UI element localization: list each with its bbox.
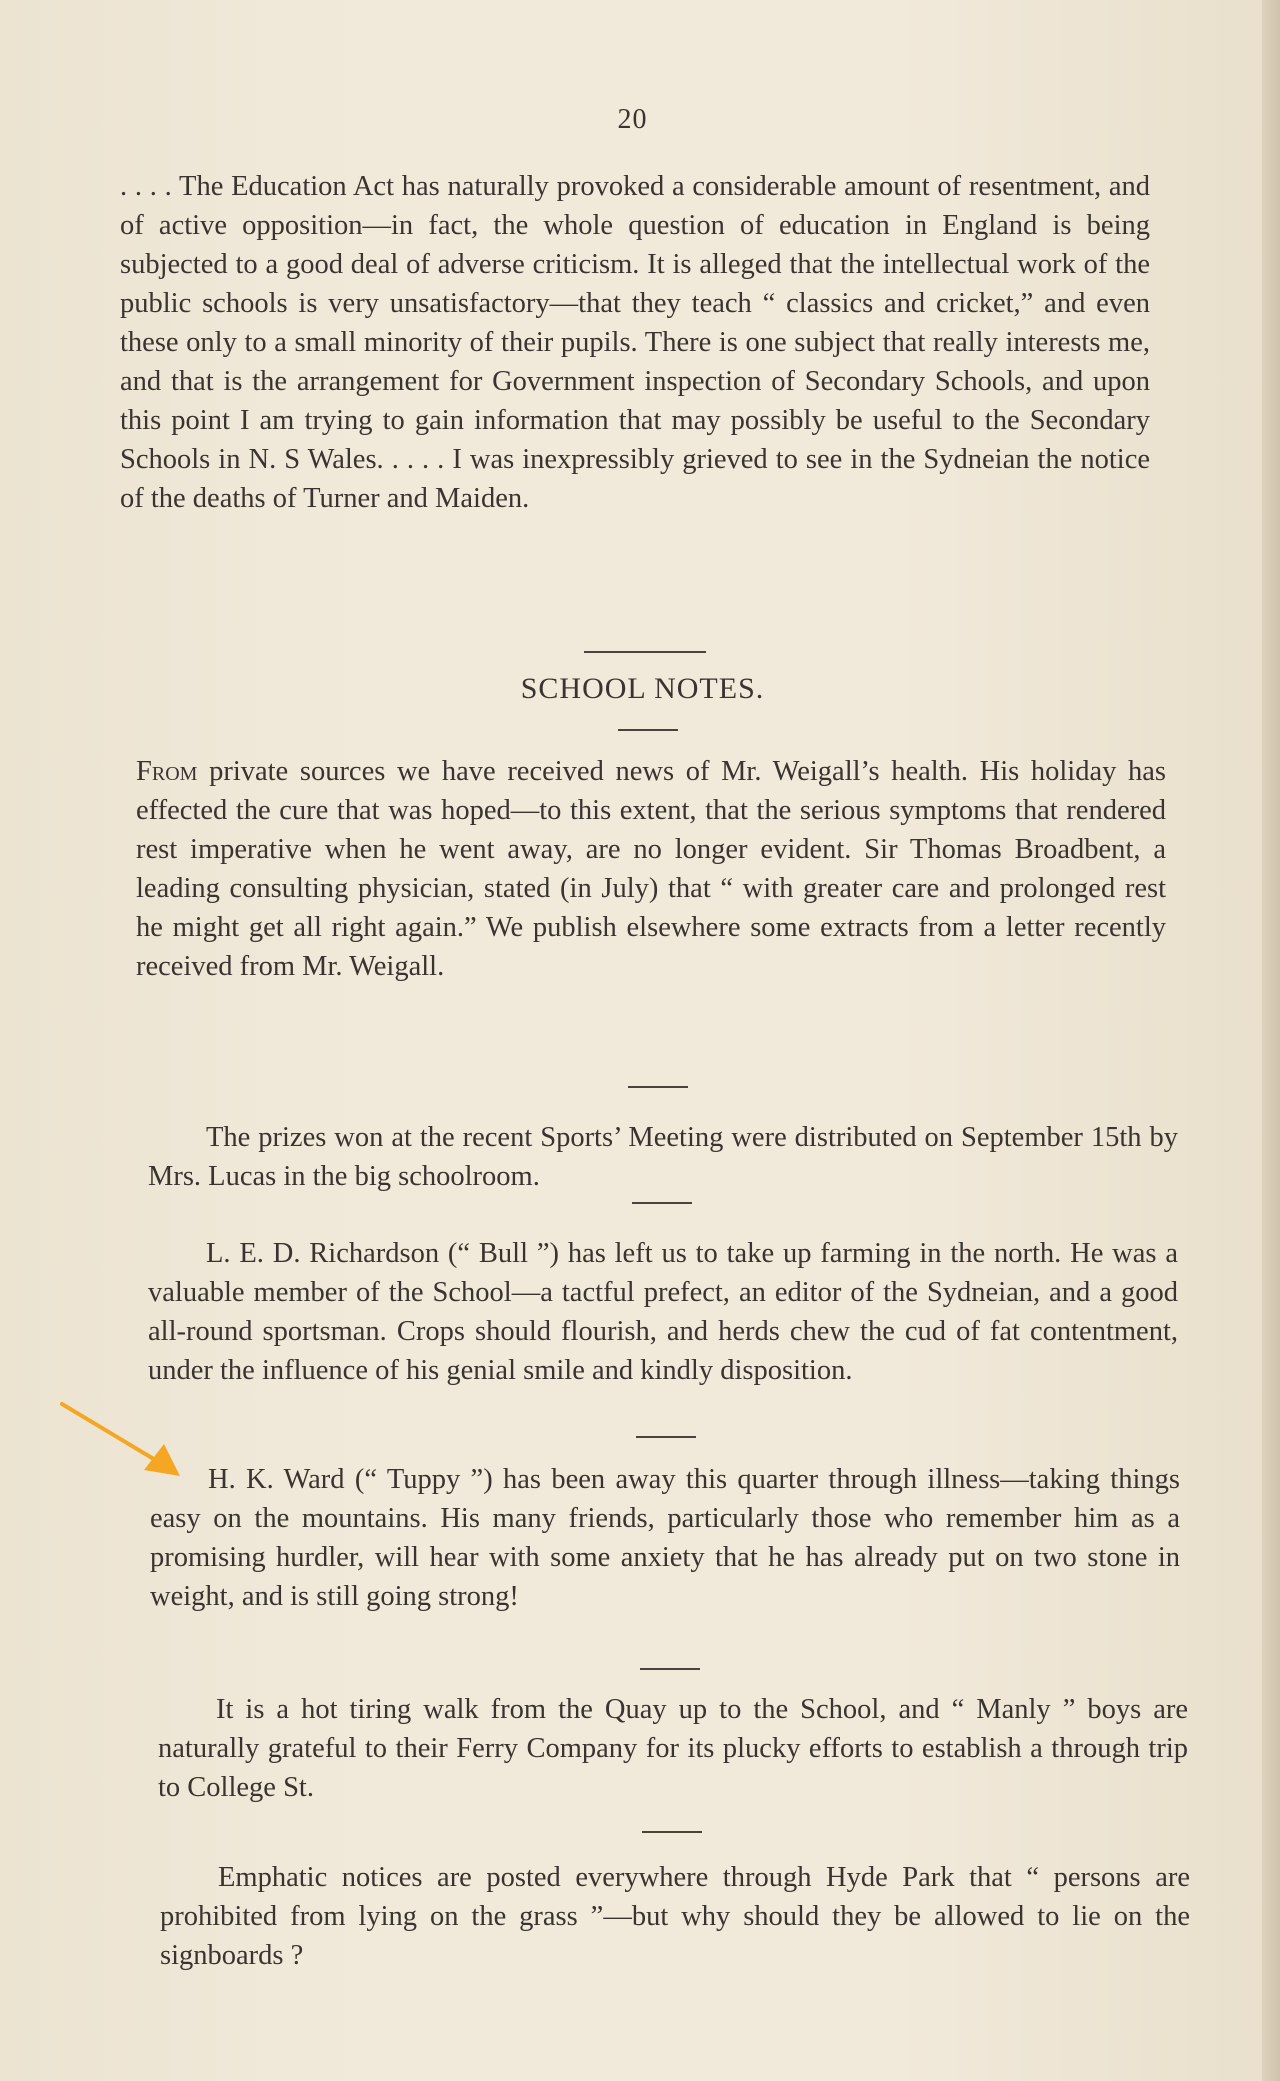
- note-paragraph: Emphatic notices are posted everywhere through Hyde Park that “ persons are prohibited from lying on the grass ”—but why should they be allowed to lie on the signboards ?: [160, 1862, 1190, 1971]
- page-edge: [1262, 0, 1280, 2081]
- note-text: private sources we have received news of Mr. Weigall’s health. His holiday has effected the cure that was hoped—to this extent, that the serious symptoms that rendered rest imperative when he went away, are no longer evident. Sir Thomas Broadbent, a leading consulting physician, stated (in July) that “ with greater care and prolonged rest he might get all right again.” We publish elsewhere some extracts from a letter recently received from Mr. Weigall.: [136, 756, 1166, 982]
- note-paragraph: It is a hot tiring walk from the Quay up to the School, and “ Manly ” boys are naturally grateful to their Ferry Company for its plucky efforts to establish a through trip to College St.: [158, 1694, 1188, 1803]
- divider-rule: [632, 1202, 692, 1204]
- divider-rule: [618, 729, 678, 731]
- intro-paragraph: . . . . The Education Act has naturally provoked a considerable amount of resentment, and of active opposition—in fact, the whole question of education in England is being subjected to a good deal of adverse criticism. It is alleged that the intellectual work of the public schools is very unsatisfactory—that they teach “ classics and cricket,” and even these only to a small minority of their pupils. There is one subject that really interests me, and that is the arrangement for Government inspection of Secondary Schools, and upon this point I am trying to gain information that may possibly be useful to the Secondary Schools in N. S Wales. . . . . I was inexpressibly grieved to see in the Sydneian the notice of the deaths of Turner and Maiden.: [120, 171, 1150, 514]
- note-paragraph: L. E. D. Richardson (“ Bull ”) has left us to take up farming in the north. He was a valuable member of the School—a tactful prefect, an editor of the Sydneian, and a good all-round sportsman. Crops should flourish, and herds chew the cud of fat contentment, under the influence of his genial smile and kindly disposition.: [148, 1238, 1178, 1386]
- section-heading: SCHOOL NOTES.: [520, 672, 765, 705]
- divider-rule: [636, 1436, 696, 1438]
- note-paragraph: H. K. Ward (“ Tuppy ”) has been away this quarter through illness—taking things easy on the mountains. His many friends, particularly those who remember him as a promising hurdler, will hear with some anxiety that he has already put on two stone in weight, and is still going strong!: [150, 1464, 1180, 1612]
- note-paragraph: [136, 752, 1166, 986]
- page-number: 20: [617, 104, 648, 135]
- note-lead-word: From: [136, 756, 198, 787]
- divider-rule: [628, 1086, 688, 1088]
- note-paragraph: The prizes won at the recent Sports’ Meeting were distributed on September 15th by Mrs. Lucas in the big schoolroom.: [148, 1122, 1178, 1192]
- arrow-icon: [58, 1400, 183, 1480]
- divider-rule: [584, 651, 706, 653]
- divider-rule: [642, 1831, 702, 1833]
- divider-rule: [640, 1668, 700, 1670]
